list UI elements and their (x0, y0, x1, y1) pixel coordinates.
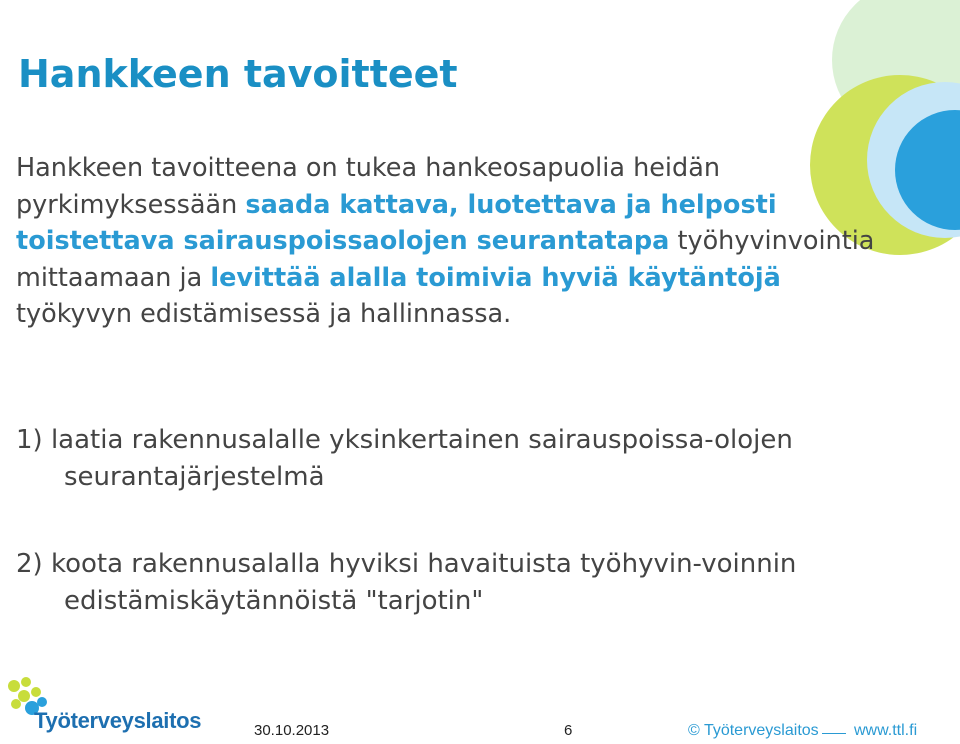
footer-divider (822, 733, 846, 734)
slide-title: Hankkeen tavoitteet (18, 52, 458, 96)
intro-highlight: saada kattava, luotettava ja helposti toistettava sairauspoissaolojen seurantatapa (16, 189, 777, 256)
goal-2: 2) koota rakennusalalla hyviksi havaituista työhyvin-voinnin edistämiskäytännöistä "tarjotin" (16, 549, 797, 616)
page-number: 6 (564, 722, 573, 739)
logo-text: Työterveyslaitos (34, 708, 202, 733)
intro-text: työhyvinvointia mittaamaan ja (16, 226, 875, 293)
goal-1: 1) laatia rakennusalalle yksinkertainen sairauspoissa-olojen seurantajärjestelmä (16, 425, 793, 492)
footer-url: www.ttl.fi (854, 722, 918, 739)
intro-highlight: levittää alalla toimivia hyviä käytäntöjä (210, 262, 781, 293)
footer-date: 30.10.2013 (254, 722, 330, 739)
intro-text: Hankkeen tavoitteena on tukea hankeosapuolia heidän pyrkimyksessään (16, 153, 720, 220)
intro-paragraph (16, 150, 876, 333)
intro-text: työkyvyn edistämisessä ja hallinnassa. (16, 299, 512, 329)
footer-copyright: © Työterveyslaitos (688, 722, 819, 739)
